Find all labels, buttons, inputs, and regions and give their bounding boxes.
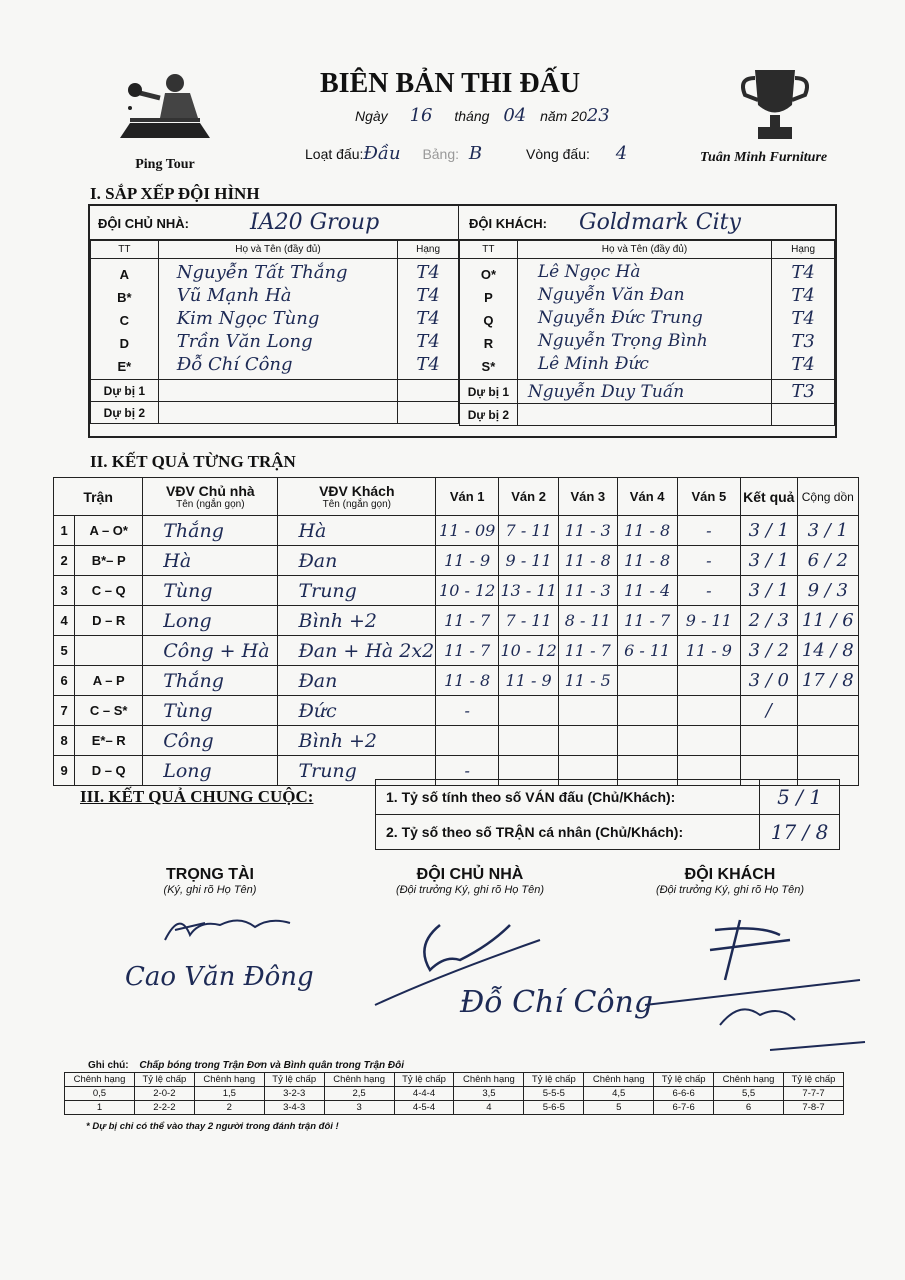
cumulative-score: 9 / 3 <box>797 576 858 606</box>
handicap-row <box>65 1101 844 1115</box>
col-game1: Ván 1 <box>436 478 499 516</box>
handicap-cell: 7-8-7 <box>784 1101 844 1115</box>
handicap-col-ratio: Tỷ lệ chấp <box>394 1073 454 1087</box>
handicap-cell: 3-2-3 <box>264 1087 324 1101</box>
away-player-rank: T4 <box>791 354 815 375</box>
away-player-short: Đan <box>278 666 436 696</box>
home-team-label: ĐỘI CHỦ NHÀ: <box>98 216 189 231</box>
game1-score <box>436 726 499 756</box>
away-sub2-label: Dự bị 2 <box>460 404 518 426</box>
handicap-col-ratio: Tỷ lệ chấp <box>524 1073 584 1087</box>
match-result: 2 / 3 <box>741 606 798 636</box>
round-label: Vòng đấu: <box>526 146 590 162</box>
handicap-cell: 5 <box>584 1101 654 1115</box>
col-game5: Ván 5 <box>677 478 740 516</box>
away-captain-block <box>630 866 830 896</box>
round-type-label: Loạt đấu: <box>305 146 364 162</box>
game2-score: 7 - 11 <box>499 606 559 636</box>
final-result-table <box>375 779 840 850</box>
round-type: Đầu <box>363 143 401 164</box>
cumulative-score: 11 / 6 <box>797 606 858 636</box>
handicap-col-diff: Chênh hạng <box>584 1073 654 1087</box>
match-result: 3 / 2 <box>741 636 798 666</box>
away-team-label: ĐỘI KHÁCH: <box>469 216 547 231</box>
match-pairing: C – S* <box>75 696 143 726</box>
home-player-short: Long <box>143 606 278 636</box>
home-tt-cell <box>91 259 159 380</box>
col-away-sub: Tên (ngắn gọn) <box>322 499 391 510</box>
match-row <box>54 696 859 726</box>
away-col-rank: Hạng <box>772 241 835 259</box>
match-row <box>54 726 859 756</box>
away-tt: Q <box>483 313 494 328</box>
handicap-col-diff: Chênh hạng <box>324 1073 394 1087</box>
game5-score: 9 - 11 <box>677 606 740 636</box>
handicap-col-diff: Chênh hạng <box>65 1073 135 1087</box>
away-team-name: Goldmark City <box>579 210 741 235</box>
match-pairing: A – O* <box>75 516 143 546</box>
ping-tour-logo <box>110 68 220 172</box>
away-player-rank: T4 <box>791 285 815 306</box>
referee-sub: (Ký, ghi rõ Họ Tên) <box>163 884 257 896</box>
home-rank-cell <box>398 259 459 380</box>
game1-score: 11 - 8 <box>436 666 499 696</box>
footnote: * Dự bị chỉ có thể vào thay 2 người trong đánh trận đôi ! <box>86 1121 339 1132</box>
home-player-short: Thắng <box>143 516 278 546</box>
match-row <box>54 516 859 546</box>
away-player-short: Bình +2 <box>278 606 436 636</box>
away-tt: P <box>484 290 493 305</box>
game2-score <box>499 726 559 756</box>
col-game3: Ván 3 <box>559 478 618 516</box>
final-sets-value: 5 / 1 <box>760 780 840 815</box>
away-tt: O* <box>480 267 496 282</box>
home-player-rank: T4 <box>416 354 440 375</box>
home-player-rank: T4 <box>416 331 440 352</box>
notes-label: Ghi chú: <box>88 1060 129 1071</box>
home-player-name: Nguyễn Tất Thắng <box>176 262 348 283</box>
col-home-label: VĐV Chủ nhà <box>166 483 255 499</box>
match-result <box>741 726 798 756</box>
away-sub1-label: Dự bị 1 <box>460 380 518 404</box>
handicap-cell: 2-0-2 <box>134 1087 194 1101</box>
away-player-short: Trung <box>278 756 436 786</box>
final-sets-label: 1. Tỷ số tính theo số VÁN đấu (Chủ/Khách): <box>376 780 760 815</box>
match-row <box>54 546 859 576</box>
handicap-cell: 4,5 <box>584 1087 654 1101</box>
match-row <box>54 606 859 636</box>
handicap-col-ratio: Tỷ lệ chấp <box>264 1073 324 1087</box>
handicap-table <box>64 1072 844 1115</box>
col-home-sub: Tên (ngắn gọn) <box>176 499 245 510</box>
match-pairing: D – Q <box>75 756 143 786</box>
away-captain-sub: (Đội trưởng Ký, ghi rõ Họ Tên) <box>655 884 805 896</box>
home-tt: A <box>119 267 130 282</box>
game1-score: 11 - 09 <box>436 516 499 546</box>
away-player-name: Lê Ngọc Hà <box>537 262 641 282</box>
game4-score: 11 - 8 <box>617 516 677 546</box>
cumulative-score <box>797 726 858 756</box>
home-player-rank: T4 <box>416 308 440 329</box>
match-pairing: E*– R <box>75 726 143 756</box>
home-player-name: Kim Ngọc Tùng <box>176 308 320 329</box>
away-name-cell <box>517 259 771 380</box>
home-sub2-rank <box>398 402 459 424</box>
away-player-rank: T3 <box>791 331 815 352</box>
game3-score: 11 - 7 <box>559 636 618 666</box>
game4-score <box>617 726 677 756</box>
round-value: 4 <box>615 143 628 164</box>
match-pairing: A – P <box>75 666 143 696</box>
away-team-header <box>459 206 835 240</box>
game5-score <box>677 696 740 726</box>
home-player-name: Đỗ Chí Công <box>176 354 293 375</box>
home-tt: C <box>119 313 130 328</box>
away-player-short: Hà <box>278 516 436 546</box>
match-results-table <box>53 477 859 786</box>
handicap-cell: 4-4-4 <box>394 1087 454 1101</box>
away-captain-signature <box>620 910 870 1060</box>
match-result: 3 / 0 <box>741 666 798 696</box>
final-matches-value: 17 / 8 <box>760 815 840 850</box>
section2-title: II. KẾT QUẢ TỪNG TRẬN <box>90 452 296 471</box>
home-team-header <box>90 206 459 240</box>
cumulative-score: 14 / 8 <box>797 636 858 666</box>
match-number: 7 <box>54 696 75 726</box>
handicap-col-ratio: Tỷ lệ chấp <box>654 1073 714 1087</box>
tuan-minh-label: Tuân Minh Furniture <box>700 150 828 165</box>
away-player-short: Đan <box>278 546 436 576</box>
date-prefix: Ngày <box>355 108 388 124</box>
home-col-rank: Hạng <box>398 241 459 259</box>
match-pairing <box>75 636 143 666</box>
handicap-cell: 2 <box>194 1101 264 1115</box>
handicap-col-diff: Chênh hạng <box>454 1073 524 1087</box>
group-value: B <box>468 143 483 164</box>
match-row <box>54 666 859 696</box>
home-player-short: Công <box>143 726 278 756</box>
game1-score: - <box>436 696 499 726</box>
away-tt: S* <box>481 359 496 374</box>
away-sub1-rank: T3 <box>772 380 835 404</box>
section3-title: III. KẾT QUẢ CHUNG CUỘC: <box>80 787 314 806</box>
round-line <box>305 143 627 164</box>
handicap-header-row <box>65 1073 844 1087</box>
match-pairing: B*– P <box>75 546 143 576</box>
home-col-tt: TT <box>91 241 159 259</box>
game3-score: 8 - 11 <box>559 606 618 636</box>
handicap-col-ratio: Tỷ lệ chấp <box>134 1073 194 1087</box>
game3-score: 11 - 8 <box>559 546 618 576</box>
home-player-name: Trần Văn Long <box>176 331 313 352</box>
home-tt: D <box>119 336 130 351</box>
game4-score <box>617 696 677 726</box>
cumulative-score <box>797 696 858 726</box>
match-number: 1 <box>54 516 75 546</box>
away-player-name: Nguyễn Văn Đan <box>537 285 685 305</box>
home-player-short: Tùng <box>143 576 278 606</box>
referee-block <box>120 866 300 896</box>
match-number: 4 <box>54 606 75 636</box>
home-player-rank: T4 <box>416 262 440 283</box>
handicap-cell: 0,5 <box>65 1087 135 1101</box>
handicap-cell: 6-6-6 <box>654 1087 714 1101</box>
game4-score: 11 - 8 <box>617 546 677 576</box>
handicap-cell: 5,5 <box>714 1087 784 1101</box>
away-rank-cell <box>772 259 835 380</box>
away-player-rank: T4 <box>791 262 815 283</box>
away-player-name: Nguyễn Đức Trung <box>537 308 703 328</box>
home-player-short: Tùng <box>143 696 278 726</box>
ping-tour-label: Ping Tour <box>135 157 195 172</box>
away-tt-cell <box>460 259 518 380</box>
match-number: 9 <box>54 756 75 786</box>
game2-score: 11 - 9 <box>499 666 559 696</box>
home-player-short: Hà <box>143 546 278 576</box>
game2-score: 9 - 11 <box>499 546 559 576</box>
game5-score: - <box>677 546 740 576</box>
handicap-cell: 4-5-4 <box>394 1101 454 1115</box>
referee-label: TRỌNG TÀI <box>166 866 254 883</box>
away-col-tt: TT <box>460 241 518 259</box>
game3-score: 11 - 5 <box>559 666 618 696</box>
trophy-logo <box>700 60 850 170</box>
match-result: / <box>741 696 798 726</box>
section1-title: I. SẮP XẾP ĐỘI HÌNH <box>90 184 260 203</box>
game2-score: 7 - 11 <box>499 516 559 546</box>
handicap-col-diff: Chênh hạng <box>714 1073 784 1087</box>
handicap-cell: 3,5 <box>454 1087 524 1101</box>
final-matches-label: 2. Tỷ số theo số TRẬN cá nhân (Chủ/Khách): <box>376 815 760 850</box>
away-sub1-name: Nguyễn Duy Tuấn <box>517 380 771 404</box>
match-number: 8 <box>54 726 75 756</box>
handicap-cell: 3-4-3 <box>264 1101 324 1115</box>
game1-score: 10 - 12 <box>436 576 499 606</box>
match-pairing: C – Q <box>75 576 143 606</box>
game3-score: 11 - 3 <box>559 576 618 606</box>
game1-score: 11 - 7 <box>436 606 499 636</box>
document-title: BIÊN BẢN THI ĐẤU <box>320 68 581 99</box>
handicap-cell: 1 <box>65 1101 135 1115</box>
game1-score: - <box>436 756 499 786</box>
match-number: 2 <box>54 546 75 576</box>
game3-score <box>559 726 618 756</box>
col-game2: Ván 2 <box>499 478 559 516</box>
game4-score: 11 - 7 <box>617 606 677 636</box>
handicap-col-diff: Chênh hạng <box>194 1073 264 1087</box>
handicap-cell: 7-7-7 <box>784 1087 844 1101</box>
trophy-icon <box>700 60 850 145</box>
home-captain-block <box>370 866 570 896</box>
cumulative-score: 3 / 1 <box>797 516 858 546</box>
home-sub1-name <box>158 380 397 402</box>
col-cumulative: Cộng dồn <box>797 478 858 516</box>
game4-score <box>617 666 677 696</box>
game5-score <box>677 666 740 696</box>
home-player-short: Công + Hà <box>143 636 278 666</box>
game2-score: 10 - 12 <box>499 636 559 666</box>
year-label: năm 20 <box>540 108 587 124</box>
col-match: Trận <box>54 478 143 516</box>
home-player-rank: T4 <box>416 285 440 306</box>
home-tt: B* <box>117 290 132 305</box>
home-captain-label: ĐỘI CHỦ NHÀ <box>416 866 524 883</box>
away-sub2-name <box>517 404 771 426</box>
away-player-short: Đan + Hà 2x2 <box>278 636 436 666</box>
date-line <box>355 105 610 126</box>
handicap-cell: 5-6-5 <box>524 1101 584 1115</box>
home-sub1-label: Dự bị 1 <box>91 380 159 402</box>
game4-score: 6 - 11 <box>617 636 677 666</box>
away-player-rank: T4 <box>791 308 815 329</box>
col-away-label: VĐV Khách <box>319 483 395 499</box>
match-result: 3 / 1 <box>741 516 798 546</box>
col-home <box>143 478 278 516</box>
group-label: Bảng: <box>422 146 460 162</box>
away-col-name: Họ và Tên (đầy đủ) <box>517 241 771 259</box>
col-game4: Ván 4 <box>617 478 677 516</box>
away-lineup-table <box>459 240 835 426</box>
col-result: Kết quả <box>741 478 798 516</box>
home-lineup-table <box>90 240 459 424</box>
game3-score: 11 - 3 <box>559 516 618 546</box>
cumulative-score: 6 / 2 <box>797 546 858 576</box>
home-player-short: Long <box>143 756 278 786</box>
away-player-name: Lê Minh Đức <box>537 354 649 374</box>
col-away <box>278 478 436 516</box>
game1-score: 11 - 9 <box>436 546 499 576</box>
lineup-box <box>88 204 837 438</box>
game1-score: 11 - 7 <box>436 636 499 666</box>
handicap-col-ratio: Tỷ lệ chấp <box>784 1073 844 1087</box>
date-year: 23 <box>586 105 610 126</box>
game4-score: 11 - 4 <box>617 576 677 606</box>
home-team-name: IA20 Group <box>250 210 380 235</box>
handicap-cell: 2-2-2 <box>134 1101 194 1115</box>
home-tt: E* <box>117 359 132 374</box>
match-result: 3 / 1 <box>741 576 798 606</box>
home-sub1-rank <box>398 380 459 402</box>
game5-score: 11 - 9 <box>677 636 740 666</box>
home-player-name: Vũ Mạnh Hà <box>176 285 292 306</box>
away-player-short: Bình +2 <box>278 726 436 756</box>
game5-score <box>677 726 740 756</box>
home-col-name: Họ và Tên (đầy đủ) <box>158 241 397 259</box>
match-row <box>54 576 859 606</box>
date-day: 16 <box>409 105 433 126</box>
handicap-row <box>65 1087 844 1101</box>
match-number: 5 <box>54 636 75 666</box>
home-player-short: Thắng <box>143 666 278 696</box>
date-month: 04 <box>503 105 527 126</box>
away-player-short: Trung <box>278 576 436 606</box>
home-sub2-name <box>158 402 397 424</box>
notes-line <box>88 1060 404 1071</box>
cumulative-score: 17 / 8 <box>797 666 858 696</box>
game5-score: - <box>677 516 740 546</box>
away-sub2-rank <box>772 404 835 426</box>
referee-signature <box>160 905 300 955</box>
handicap-cell: 5-5-5 <box>524 1087 584 1101</box>
match-row <box>54 636 859 666</box>
handicap-cell: 2,5 <box>324 1087 394 1101</box>
handicap-cell: 3 <box>324 1101 394 1115</box>
match-pairing: D – R <box>75 606 143 636</box>
away-player-name: Nguyễn Trọng Bình <box>537 331 708 351</box>
referee-name: Cao Văn Đông <box>125 962 314 992</box>
match-rows <box>54 516 859 786</box>
game2-score <box>499 696 559 726</box>
handicap-cell: 4 <box>454 1101 524 1115</box>
away-tt: R <box>483 336 494 351</box>
handicap-cell: 1,5 <box>194 1087 264 1101</box>
handicap-cell: 6-7-6 <box>654 1101 714 1115</box>
away-player-short: Đức <box>278 696 436 726</box>
game2-score: 13 - 11 <box>499 576 559 606</box>
home-sub2-label: Dự bị 2 <box>91 402 159 424</box>
match-number: 6 <box>54 666 75 696</box>
game3-score <box>559 696 618 726</box>
match-number: 3 <box>54 576 75 606</box>
home-name-cell <box>158 259 397 380</box>
home-captain-name: Đỗ Chí Công <box>460 985 654 1020</box>
away-captain-label: ĐỘI KHÁCH <box>684 866 776 883</box>
home-captain-sub: (Đội trưởng Ký, ghi rõ Họ Tên) <box>395 884 545 896</box>
month-label: tháng <box>454 108 490 124</box>
ping-tour-player-icon <box>110 68 220 158</box>
handicap-cell: 6 <box>714 1101 784 1115</box>
match-result: 3 / 1 <box>741 546 798 576</box>
game5-score: - <box>677 576 740 606</box>
notes-text: Chấp bóng trong Trận Đơn và Bình quân trong Trận Đôi <box>139 1060 405 1071</box>
